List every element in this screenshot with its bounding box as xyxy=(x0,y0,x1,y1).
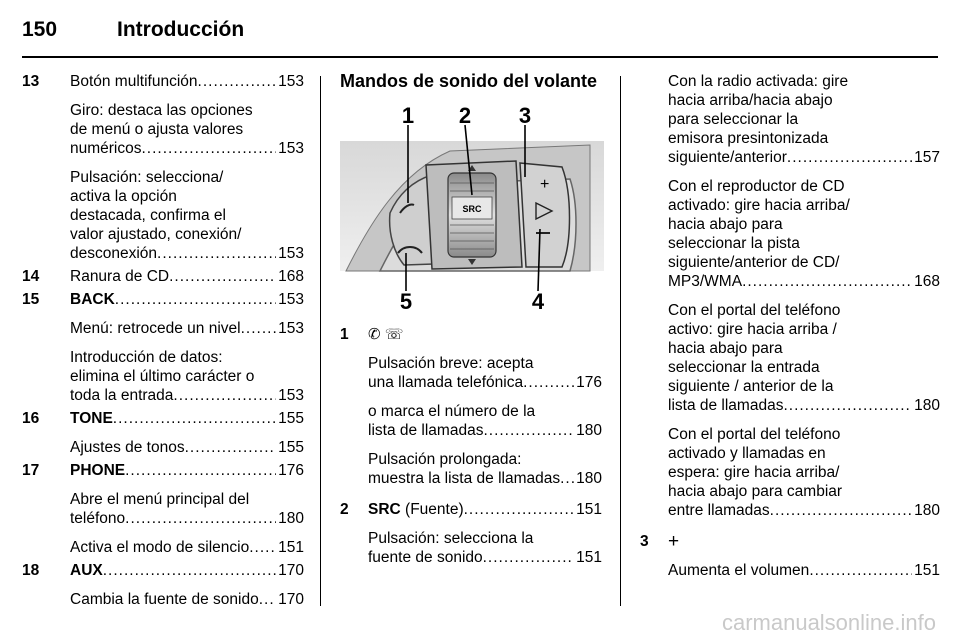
text-line xyxy=(668,425,940,444)
callout-1: 1 xyxy=(401,103,415,128)
text-line xyxy=(70,461,304,480)
leader-dots xyxy=(249,538,276,557)
text-line xyxy=(70,438,304,457)
text-line xyxy=(368,500,602,519)
text-line xyxy=(70,101,304,120)
section-heading: Mandos de sonido del volante xyxy=(340,71,598,91)
line-text: Giro: destaca las opciones xyxy=(70,102,253,119)
line-text: activado y llamadas en xyxy=(668,445,826,462)
text-line xyxy=(668,72,940,91)
column-3 xyxy=(640,72,940,580)
line-text: o marca el número de la xyxy=(368,403,536,420)
description-paragraph xyxy=(668,72,940,167)
text-line xyxy=(668,358,940,377)
line-text: de menú o ajusta valores xyxy=(70,121,244,138)
line-text: Menú: retrocede un nivel xyxy=(70,320,241,337)
text-line xyxy=(70,267,304,286)
description-paragraph xyxy=(70,590,304,609)
line-text: Botón multifunción xyxy=(70,73,198,90)
page-number: 150 xyxy=(22,18,58,41)
line-text: siguiente / anterior de la xyxy=(668,378,834,395)
line-text: siguiente/anterior xyxy=(668,149,787,166)
item-number: 18 xyxy=(22,562,40,579)
line-text: Pulsación prolongada: xyxy=(368,451,522,468)
line-text: entre llamadas xyxy=(668,502,770,519)
item-entry xyxy=(22,290,304,405)
page-reference[interactable]: 151 xyxy=(278,539,304,556)
leader-dots xyxy=(483,421,574,440)
line-text: Ranura de CD xyxy=(70,268,170,285)
text-line xyxy=(70,225,304,244)
line-text: Activa el modo de silencio xyxy=(70,539,250,556)
src-button-label: SRC xyxy=(462,204,482,214)
line-text: Pulsación breve: acepta xyxy=(368,355,534,372)
line-text: valor ajustado, conexión/ xyxy=(70,226,242,243)
text-line xyxy=(668,339,940,358)
control-number: 1 xyxy=(340,326,349,343)
leader-dots xyxy=(783,396,912,415)
text-line xyxy=(668,377,940,396)
line-text: activo: gire hacia arriba / xyxy=(668,321,837,338)
text-line xyxy=(368,402,602,421)
leader-dots xyxy=(787,148,912,167)
leader-dots xyxy=(125,509,276,528)
callout-2: 2 xyxy=(458,103,472,128)
line-text: para seleccionar la xyxy=(668,111,799,128)
text-line xyxy=(70,168,304,187)
text-line xyxy=(668,196,940,215)
text-line xyxy=(668,272,940,291)
leader-dots xyxy=(464,500,575,519)
page-reference[interactable]: 170 xyxy=(278,562,304,579)
leader-dots xyxy=(185,438,277,457)
line-text: desconexión xyxy=(70,245,158,262)
item-number: 15 xyxy=(22,291,40,308)
text-line xyxy=(668,129,940,148)
watermark: carmanualsonline.info xyxy=(721,610,936,635)
description-paragraph xyxy=(70,168,304,263)
steering-wheel-illustration xyxy=(340,103,604,311)
page-reference[interactable]: 180 xyxy=(576,470,602,487)
item-number: 16 xyxy=(22,410,40,427)
description-paragraph xyxy=(668,177,940,291)
line-text: Cambia la fuente de sonido xyxy=(70,591,259,608)
page-reference[interactable]: 153 xyxy=(278,291,304,308)
page-reference[interactable]: 153 xyxy=(278,320,304,337)
callout-3: 3 xyxy=(518,103,532,128)
line-text: muestra la lista de llamadas xyxy=(368,470,561,487)
text-line xyxy=(368,548,602,567)
control-number: 3 xyxy=(640,533,649,550)
item-entry xyxy=(22,267,304,286)
leader-dots xyxy=(523,373,574,392)
description-paragraph xyxy=(368,354,602,392)
line-text: Ajustes de tonos xyxy=(70,439,185,456)
line-text: lista de llamadas xyxy=(368,422,484,439)
leader-dots xyxy=(742,272,912,291)
page-reference[interactable]: 176 xyxy=(278,462,304,479)
text-line xyxy=(668,91,940,110)
leader-dots xyxy=(125,461,276,480)
line-text: elimina el último carácter o xyxy=(70,368,255,385)
line-text: Con el portal del teléfono xyxy=(668,302,841,319)
text-line xyxy=(668,444,940,463)
page-reference[interactable]: 151 xyxy=(576,549,602,566)
description-paragraph xyxy=(668,301,940,415)
leader-dots xyxy=(115,290,276,309)
description-paragraph xyxy=(70,319,304,338)
page-reference[interactable]: 151 xyxy=(576,501,602,518)
line-text: BACK xyxy=(70,291,115,308)
text-line xyxy=(70,206,304,225)
item-number: 17 xyxy=(22,462,40,479)
text-line xyxy=(668,501,940,520)
control-entry xyxy=(340,500,602,567)
leader-dots xyxy=(241,319,277,338)
line-text: toda la entrada xyxy=(70,387,174,404)
text-line xyxy=(368,421,602,440)
description-paragraph xyxy=(70,438,304,457)
leader-dots xyxy=(157,244,276,263)
page-reference[interactable]: 157 xyxy=(914,149,940,166)
line-text: Introducción de datos: xyxy=(70,349,223,366)
callout-4: 4 xyxy=(531,289,545,311)
text-line xyxy=(668,561,940,580)
line-text: seleccionar la entrada xyxy=(668,359,820,376)
line-text: hacia arriba/hacia abajo xyxy=(668,92,833,109)
text-line xyxy=(368,529,602,548)
column-divider-2 xyxy=(620,76,621,606)
control-entry xyxy=(640,532,940,580)
line-text: espera: gire hacia arriba/ xyxy=(668,464,840,481)
line-text: destacada, confirma el xyxy=(70,207,226,224)
page-reference[interactable]: 155 xyxy=(278,410,304,427)
page-reference[interactable]: 153 xyxy=(278,73,304,90)
page-reference[interactable]: 153 xyxy=(278,245,304,262)
leader-dots xyxy=(142,139,277,158)
text-line xyxy=(70,538,304,557)
leader-dots xyxy=(770,501,912,520)
leader-dots xyxy=(560,469,574,488)
item-entry xyxy=(22,409,304,457)
line-text: numéricos xyxy=(70,140,142,157)
text-line xyxy=(368,469,602,488)
page-reference[interactable]: 180 xyxy=(278,510,304,527)
line-text: Con la radio activada: gire xyxy=(668,73,849,90)
page-reference[interactable]: 168 xyxy=(914,273,940,290)
description-paragraph xyxy=(70,348,304,405)
text-line xyxy=(70,590,304,609)
text-line xyxy=(668,301,940,320)
item-entry xyxy=(22,461,304,557)
page-reference[interactable]: 180 xyxy=(914,502,940,519)
text-line xyxy=(668,177,940,196)
text-line xyxy=(668,215,940,234)
text-line xyxy=(70,367,304,386)
line-text: activado: gire hacia arriba/ xyxy=(668,197,850,214)
item-number: 14 xyxy=(22,268,40,285)
text-line xyxy=(70,290,304,309)
description-paragraph xyxy=(70,490,304,528)
line-text: MP3/WMA xyxy=(668,273,743,290)
text-line xyxy=(70,187,304,206)
description-paragraph xyxy=(368,402,602,440)
control-label-suffix: (Fuente) xyxy=(400,501,464,518)
line-text: siguiente/anterior de CD/ xyxy=(668,254,840,271)
line-text: Pulsación: selecciona/ xyxy=(70,169,224,186)
line-text: hacia abajo para cambiar xyxy=(668,483,843,500)
page-reference[interactable]: 168 xyxy=(278,268,304,285)
description-paragraph xyxy=(70,538,304,557)
description-paragraph xyxy=(368,450,602,488)
item-entry xyxy=(22,561,304,609)
line-text: teléfono xyxy=(70,510,126,527)
text-line xyxy=(70,120,304,139)
callout-5: 5 xyxy=(399,289,413,311)
column-2-entries xyxy=(340,325,602,567)
control-entry xyxy=(340,325,602,488)
text-line xyxy=(70,348,304,367)
text-line xyxy=(70,490,304,509)
leader-dots xyxy=(169,267,276,286)
line-text: emisora presintonizada xyxy=(668,130,829,147)
plus-icon: + xyxy=(668,531,680,552)
page-reference[interactable]: 155 xyxy=(278,439,304,456)
text-line xyxy=(70,409,304,428)
description-paragraph xyxy=(70,101,304,158)
page-reference[interactable]: 176 xyxy=(576,374,602,391)
item-number: 13 xyxy=(22,73,40,90)
column-2 xyxy=(340,72,602,567)
text-line xyxy=(70,561,304,580)
leader-dots xyxy=(103,561,276,580)
description-paragraph xyxy=(668,425,940,520)
line-text: Con el portal del teléfono xyxy=(668,426,841,443)
leader-dots xyxy=(259,590,276,609)
line-text: Aumenta el volumen xyxy=(668,562,810,579)
line-text: Con el reproductor de CD xyxy=(668,178,845,195)
svg-text:+: + xyxy=(540,176,550,193)
line-text: TONE xyxy=(70,410,113,427)
control-number: 2 xyxy=(340,501,349,518)
line-text: activa la opción xyxy=(70,188,177,205)
text-line xyxy=(668,482,940,501)
text-line xyxy=(368,354,602,373)
text-line xyxy=(70,244,304,263)
page-reference[interactable]: 153 xyxy=(278,140,304,157)
text-line xyxy=(668,110,940,129)
phone-answer-hangup-icon: ✆ ☏ xyxy=(368,326,404,343)
column-divider-1 xyxy=(320,76,321,606)
page-reference[interactable]: 180 xyxy=(914,397,940,414)
item-entry xyxy=(22,72,304,263)
control-label: SRC xyxy=(368,501,401,518)
line-text: AUX xyxy=(70,562,103,579)
page-reference[interactable]: 153 xyxy=(278,387,304,404)
text-line xyxy=(368,373,602,392)
line-text: una llamada telefónica xyxy=(368,374,524,391)
description-paragraph xyxy=(368,529,602,567)
description-paragraph xyxy=(668,561,940,580)
page-reference[interactable]: 170 xyxy=(278,591,304,608)
line-text: Pulsación: selecciona la xyxy=(368,530,534,547)
text-line xyxy=(668,320,940,339)
text-line xyxy=(368,450,602,469)
text-line xyxy=(70,72,304,91)
line-text: Abre el menú principal del xyxy=(70,491,250,508)
page-title: Introducción xyxy=(117,18,245,41)
leader-dots xyxy=(113,409,276,428)
steering-wheel-controls-figure xyxy=(340,103,604,311)
line-text: lista de llamadas xyxy=(668,397,784,414)
text-line xyxy=(668,234,940,253)
text-line xyxy=(70,319,304,338)
line-text: hacia abajo para xyxy=(668,216,783,233)
header-rule xyxy=(22,56,938,58)
leader-dots xyxy=(483,548,575,567)
column-1 xyxy=(22,72,304,609)
text-line xyxy=(70,139,304,158)
continued-descriptions xyxy=(640,72,940,520)
text-line xyxy=(668,463,940,482)
line-text: hacia abajo para xyxy=(668,340,783,357)
text-line xyxy=(668,396,940,415)
leader-dots xyxy=(173,386,276,405)
text-line xyxy=(668,253,940,272)
page-reference[interactable]: 151 xyxy=(914,562,940,579)
page-reference[interactable]: 180 xyxy=(576,422,602,439)
leader-dots xyxy=(198,72,277,91)
line-text: PHONE xyxy=(70,462,126,479)
line-text: seleccionar la pista xyxy=(668,235,800,252)
leader-dots xyxy=(809,561,912,580)
text-line xyxy=(70,509,304,528)
line-text: fuente de sonido xyxy=(368,549,483,566)
text-line xyxy=(70,386,304,405)
text-line xyxy=(668,148,940,167)
